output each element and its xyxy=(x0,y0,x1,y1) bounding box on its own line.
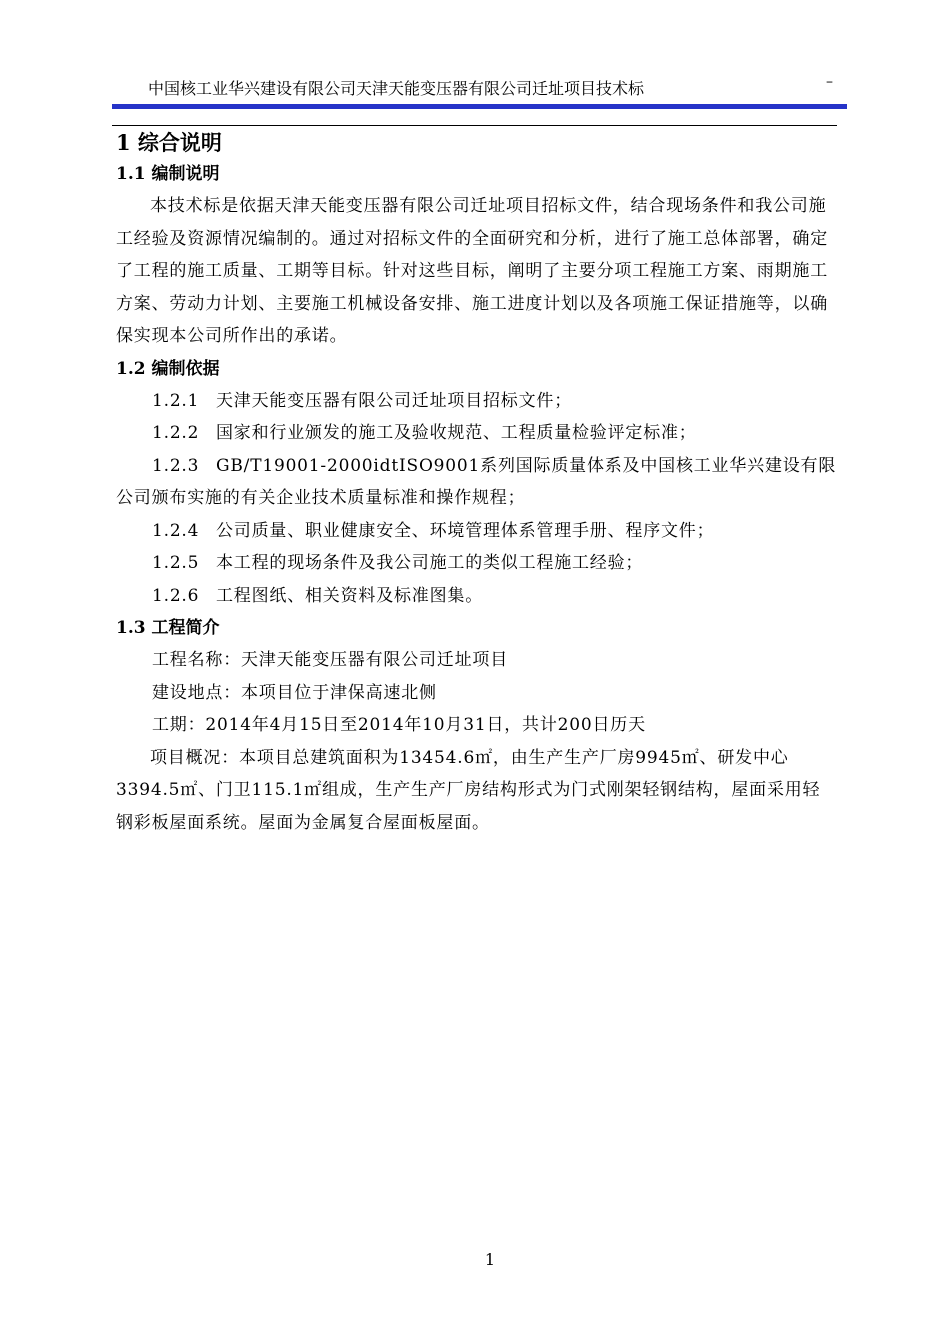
project-duration: 工期：2014年4月15日至2014年10月31日，共计200日历天 xyxy=(152,715,646,735)
header-rule xyxy=(112,104,847,109)
page-number: 1 xyxy=(484,1250,496,1269)
paragraph-1-1: 本技术标是依据天津天能变压器有限公司迁址项目招标文件，结合现场条件和我公司施工经验及资源情况编制的。通过对招标文件的全面研究和分析，进行了施工总体部署，确定了工程的施工质量、工期等目标。针对这些目标，阐明了主要分项工程施工方案、雨期施工方案、劳动力计划、主要施工机械设备安排、施工进度计划以及各项施工保证措施等，以确保实现本公司所作出的承诺。 xyxy=(116,196,828,346)
list-item-text: 本工程的现场条件及我公司施工的类似工程施工经验； xyxy=(216,553,644,573)
list-item-number: 1.2.1 xyxy=(152,390,200,411)
list-item xyxy=(116,580,838,613)
project-location: 建设地点：本项目位于津保高速北侧 xyxy=(152,682,437,703)
list-item xyxy=(116,450,838,515)
list-item xyxy=(116,515,838,548)
list-item-text: GB/T19001-2000idtISO9001系列国际质量体系及中国核工业华兴建设有限公司颁布实施的有关企业技术质量标准和操作规程； xyxy=(116,455,837,508)
subsection-title-1-2: 1.2 编制依据 xyxy=(116,358,220,379)
section-title: 1 综合说明 xyxy=(116,130,222,155)
list-item-text: 公司质量、职业健康安全、环境管理体系管理手册、程序文件； xyxy=(216,520,715,541)
subsection-title-1-1: 1.1 编制说明 xyxy=(116,164,220,184)
project-overview: 项目概况：本项目总建筑面积为13454.6㎡，由生产生产厂房9945㎡、研发中心3394.5㎡、门卫115.1㎡组成，生产生产厂房结构形式为门式刚架轻钢结构，屋面采用轻钢彩板屋面系统。屋面为金属复合屋面板屋面。 xyxy=(116,747,821,833)
page-header: 中国核工业华兴建设有限公司天津天能变压器有限公司迁址项目技术标 xyxy=(148,79,645,98)
document-body xyxy=(116,128,838,839)
header-underline xyxy=(112,125,837,126)
list-item xyxy=(116,417,838,450)
subsection-title-1-3: 1.3 工程简介 xyxy=(116,618,220,638)
list-item-number: 1.2.5 xyxy=(152,553,200,573)
list-item-text: 天津天能变压器有限公司迁址项目招标文件； xyxy=(216,390,572,411)
list-item xyxy=(116,547,838,580)
list-item xyxy=(116,385,838,418)
list-item-number: 1.2.6 xyxy=(152,585,200,606)
list-item-number: 1.2.3 xyxy=(152,455,200,476)
list-item-text: 工程图纸、相关资料及标准图集。 xyxy=(216,585,483,606)
list-item-text: 国家和行业颁发的施工及验收规范、工程质量检验评定标准； xyxy=(216,423,697,443)
header-dash: – xyxy=(826,74,833,90)
project-name: 工程名称：天津天能变压器有限公司迁址项目 xyxy=(152,650,508,670)
list-item-number: 1.2.2 xyxy=(152,423,200,443)
list-item-number: 1.2.4 xyxy=(152,520,200,541)
